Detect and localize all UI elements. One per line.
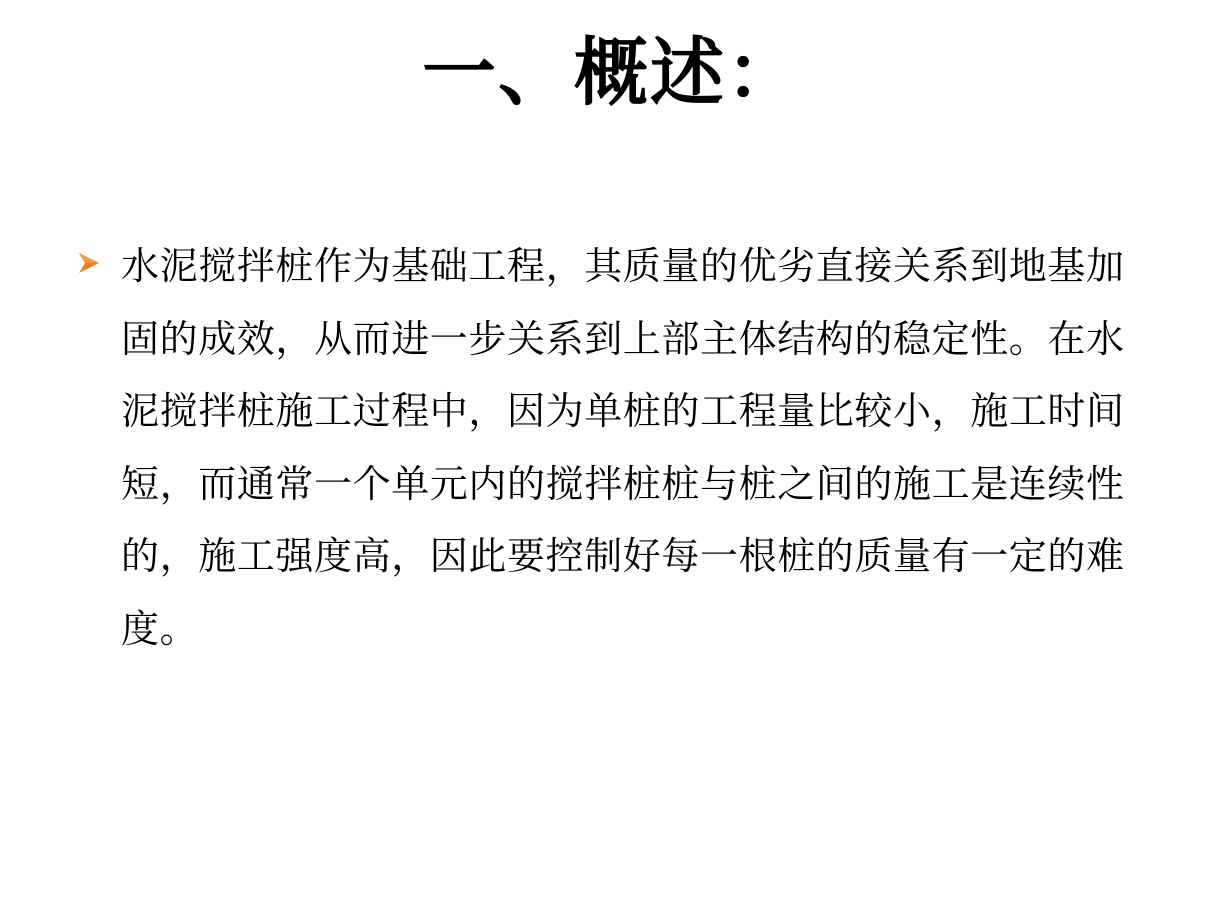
bullet-text: 水泥搅拌桩作为基础工程，其质量的优劣直接关系到地基加固的成效，从而进一步关系到上部主体结构的稳定性。在水泥搅拌桩施工过程中，因为单桩的工程量比较小，施工时间短，而通常一个单元内的搅拌桩桩与桩之间的施工是连续性的，施工强度高，因此要控制好每一根桩的质量有一定的难度。 xyxy=(121,244,1125,651)
arrow-bullet-icon xyxy=(76,250,102,276)
slide-title: 一、概述： xyxy=(422,30,802,116)
